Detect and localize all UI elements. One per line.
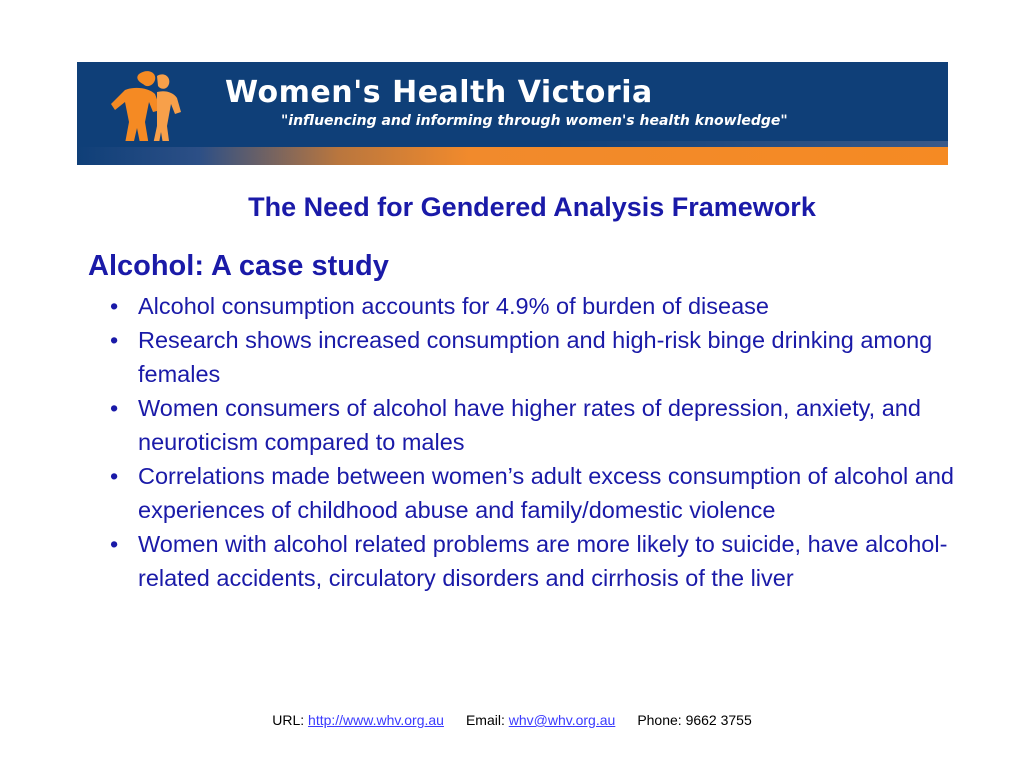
email-link[interactable]: whv@whv.org.au — [508, 712, 616, 728]
list-item — [104, 289, 984, 323]
list-item-text: Correlations made between women’s adult excess consumption of alcohol and experiences of childhood abuse and family/domestic violence — [138, 463, 955, 523]
email-label: Email: — [465, 712, 509, 728]
bullet-icon: • — [110, 327, 119, 353]
bullet-icon: • — [110, 293, 119, 319]
section-heading — [88, 250, 389, 283]
website-link[interactable]: http://www.whv.org.au — [308, 712, 444, 728]
list-item — [104, 391, 984, 459]
list-item — [104, 323, 984, 391]
url-label: URL: — [272, 712, 309, 728]
header-banner — [77, 62, 948, 165]
slide-title: The Need for Gendered Analysis Framework — [248, 192, 816, 222]
list-item-text: Research shows increased consumption and high-risk binge drinking among females — [138, 327, 933, 387]
phone-text: Phone: 9662 3755 — [637, 712, 752, 728]
bullet-icon: • — [110, 463, 119, 489]
list-item-text: Women consumers of alcohol have higher rates of depression, anxiety, and neuroticism compared to males — [138, 395, 921, 455]
bullet-icon: • — [110, 395, 119, 421]
contact-footer — [0, 712, 1024, 728]
bullet-list — [104, 289, 984, 595]
bullet-icon: • — [110, 531, 119, 557]
list-item-text: Women with alcohol related problems are more likely to suicide, have alcohol-related accidents, circulatory disorders and cirrhosis of the liver — [138, 531, 948, 591]
list-item-text: Alcohol consumption accounts for 4.9% of burden of disease — [138, 293, 769, 319]
list-item — [104, 459, 984, 527]
org-name: Women's Health Victoria — [225, 75, 653, 110]
section-heading-rest: A case study — [204, 250, 389, 282]
section-heading-bold: Alcohol: — [88, 250, 204, 282]
banner-stripe — [77, 141, 948, 165]
list-item — [104, 527, 984, 595]
org-tagline: "influencing and informing through women's health knowledge" — [281, 113, 788, 129]
